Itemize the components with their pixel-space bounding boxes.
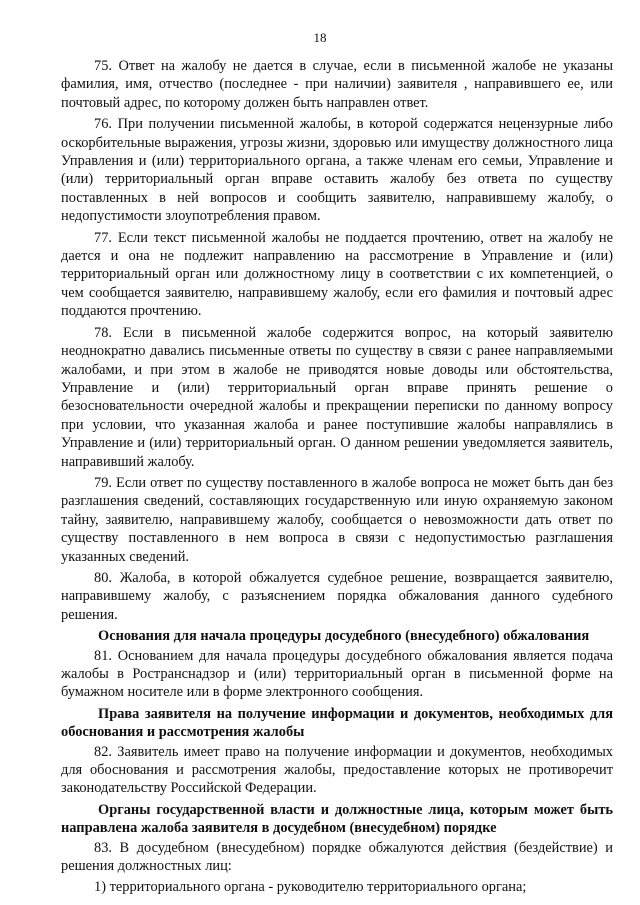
paragraph-80: 80. Жалоба, в которой обжалуется судебное решение, возвращается заявителю, направившему жалобу, с разъяснением порядка обжалования данного судебного решения.: [61, 569, 613, 623]
document-body: [61, 57, 613, 900]
page-number: 18: [313, 30, 327, 45]
paragraph-79: 79. Если ответ по существу поставленного в жалобе вопроса не может быть дан без разглашения сведений, составляющих государственную или иную охраняемую законом тайну, заявителю, направившему жалобу, сообщается о невозможности дать ответ по существу поставленного в нем вопроса в связи с недопустимостью разглашения указанных сведений.: [61, 474, 613, 565]
paragraph-82: 82. Заявитель имеет право на получение информации и документов, необходимых для обоснования и рассмотрения жалобы, предоставление которых не противоречит законодательству Российской Федерации.: [61, 743, 613, 797]
section-heading-grounds: Основания для начала процедуры досудебного (внесудебного) обжалования: [98, 628, 590, 645]
paragraph-77: 77. Если текст письменной жалобы не поддается прочтению, ответ на жалобу не дается и она не подлежит направлению на рассмотрение в Управление и (или) территориальный орган или должностному лицу в соответствии с их компетенцией, о чем сообщается заявителю, направившему жалобу, если его фамилия и почтовый адрес поддаются прочтению.: [61, 229, 613, 320]
section-heading-rights: Права заявителя на получение информации и документов, необходимых для обоснования и рассмотрения жалобы: [61, 705, 613, 741]
section-heading-authorities: Органы государственной власти и должностные лица, которым может быть направлена жалоба заявителя в досудебном (внесудебном) порядке: [61, 801, 613, 837]
paragraph-81: 81. Основанием для начала процедуры досудебного обжалования является подача жалобы в Ространснадзор и (или) территориальный орган в письменной форме на бумажном носителе или в форме электронного сообщения.: [61, 647, 613, 701]
paragraph-75: 75. Ответ на жалобу не дается в случае, если в письменной жалобе не указаны фамилия, имя, отчество (последнее - при наличии) заявителя , направившего ее, или почтовый адрес, по которому должен быть направлен ответ.: [61, 58, 613, 111]
list-item-1: 1) территориального органа - руководителю территориального органа;: [94, 879, 527, 896]
paragraph-78: 78. Если в письменной жалобе содержится вопрос, на который заявителю неоднократно давались письменные ответы по существу в связи с ранее направляемыми жалобами, и при этом в жалобе не приводятся новые доводы или обстоятельства, Управление и (или) территориальный орган вправе принять решение о безосновательности очередной жалобы и прекращении переписки по данному вопросу при условии, что указанная жалоба и ранее поступившие жалобы направлялись в Управление и (или) территориальный орган. О данном решении уведомляется заявитель, направивший жалобу.: [61, 324, 613, 470]
paragraph-76: 76. При получении письменной жалобы, в которой содержатся нецензурные либо оскорбительные выражения, угрозы жизни, здоровью или имуществу должностного лица Управления и (или) территориального органа, а также членам его семьи, Управление и (или) территориальный орган вправе оставить жалобу без ответа по существу поставленных в ней вопросов и сообщить заявителю, направившему жалобу, о недопустимости злоупотребления правом.: [61, 116, 613, 225]
paragraph-83: 83. В досудебном (внесудебном) порядке обжалуются действия (бездействие) и решения должностных лиц:: [61, 839, 613, 875]
